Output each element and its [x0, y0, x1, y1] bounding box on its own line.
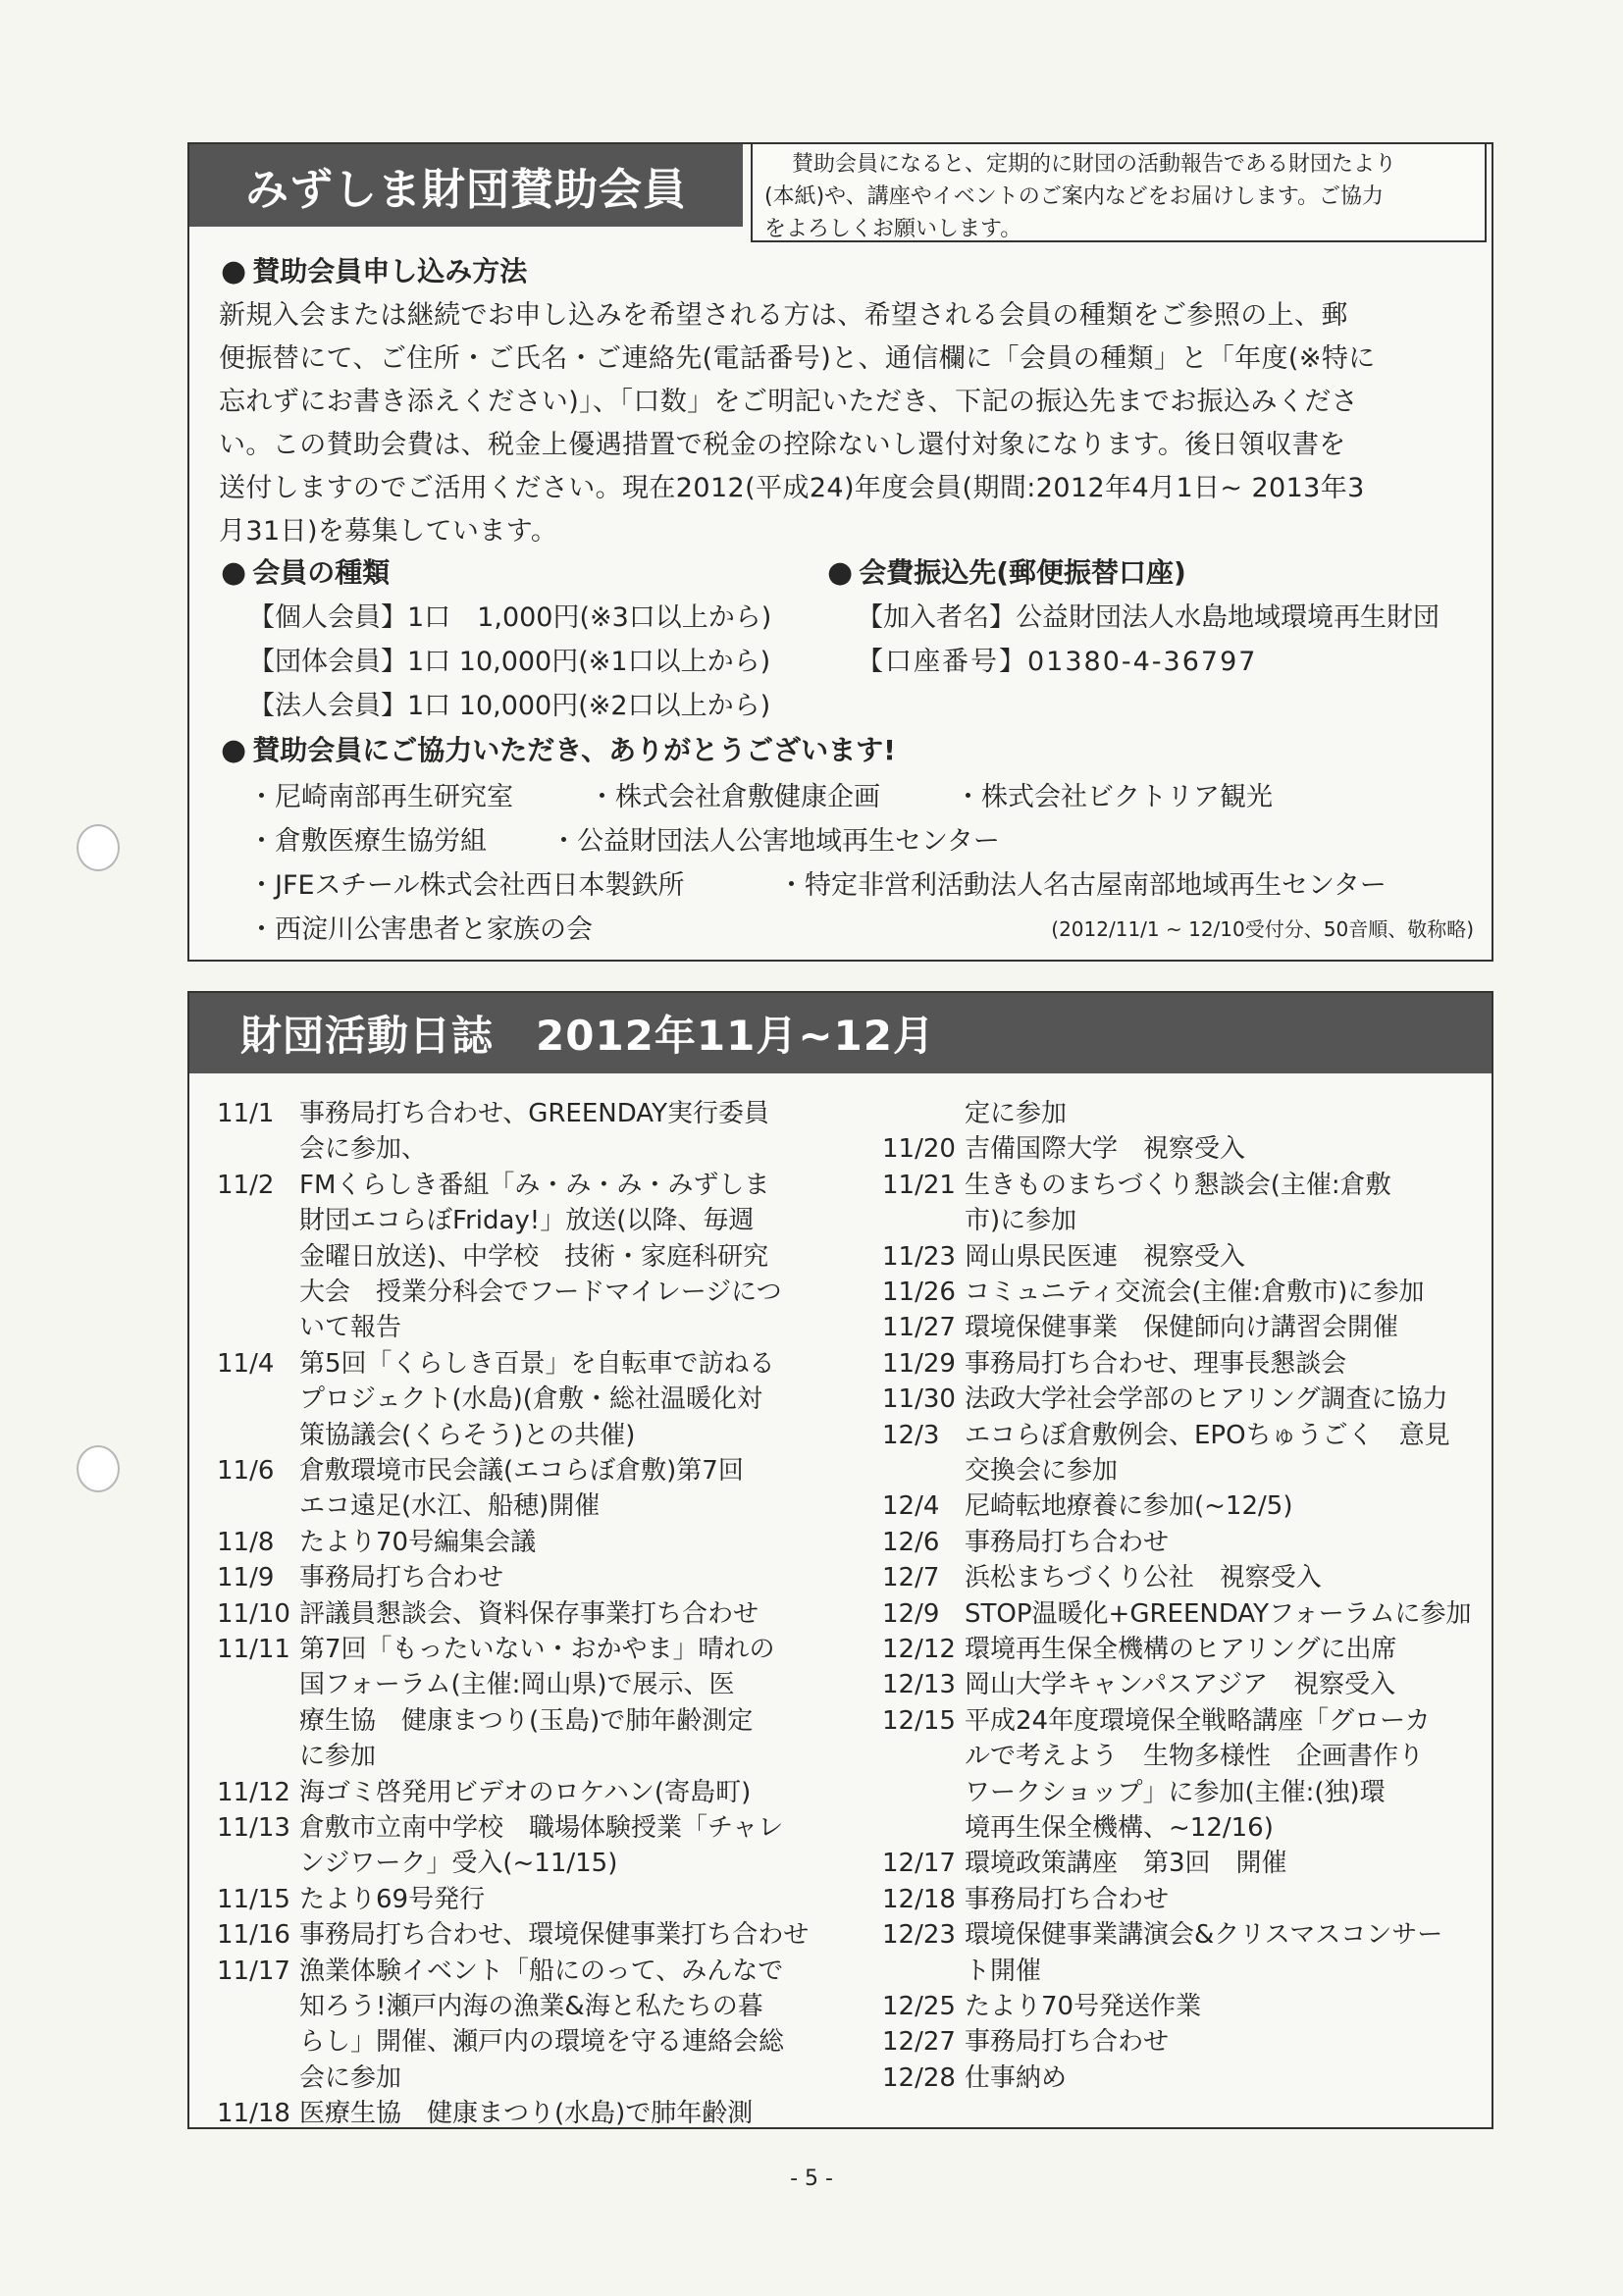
diary-section — [187, 991, 1493, 2129]
diary-date: 12/4 — [882, 1491, 940, 1522]
diary-text: 岡山県民医連 視察受入 — [965, 1241, 1246, 1272]
diary-text: 事務局打ち合わせ — [965, 1884, 1170, 1914]
binder-hole-bottom — [77, 1445, 120, 1492]
diary-text: 海ゴミ啓発用ビデオのロケハン(寄島町) — [299, 1777, 752, 1807]
sponsor-item: ・株式会社倉敷健康企画 — [589, 782, 880, 812]
diary-date: 11/12 — [217, 1777, 290, 1807]
diary-text: プロジェクト(水島)(倉敷・総社温暖化対 — [299, 1384, 762, 1415]
diary-text: 吉備国際大学 視察受入 — [965, 1134, 1246, 1165]
diary-text: たより69号発行 — [299, 1884, 486, 1914]
sponsor-item: ・尼崎南部再生研究室 — [248, 782, 513, 812]
diary-text: コミュニティ交流会(主催:倉敷市)に参加 — [965, 1278, 1425, 1307]
diary-date: 11/1 — [217, 1099, 275, 1128]
diary-text: 倉敷市立南中学校 職場体験授業「チャレ — [299, 1813, 784, 1843]
diary-date: 11/27 — [882, 1313, 956, 1343]
diary-text: 環境保健事業講演会&クリスマスコンサー — [965, 1920, 1443, 1951]
diary-date: 11/10 — [217, 1598, 290, 1629]
diary-text: 定に参加 — [965, 1099, 1068, 1128]
diary-text: 評議員懇談会、資料保存事業打ち合わせ — [299, 1598, 759, 1629]
diary-date: 11/17 — [217, 1956, 290, 1986]
page-number: - 5 - — [790, 2166, 833, 2191]
diary-text: 事務局打ち合わせ、環境保健事業打ち合わせ — [299, 1920, 810, 1951]
sponsor-note: (2012/11/1 ~ 12/10受付分、50音順、敬称略) — [1051, 917, 1474, 941]
diary-date: 12/17 — [882, 1849, 956, 1879]
diary-text: ワークショップ」に参加(主催:(独)環 — [965, 1777, 1386, 1807]
diary-text: 環境政策講座 第3回 開催 — [965, 1849, 1287, 1879]
intro-line: (本紙)や、講座やイベントのご案内などをお届けします。ご協力 — [764, 184, 1384, 209]
sponsor-section-title: みずしま財団賛助会員 — [189, 144, 743, 227]
sponsor-item: ・倉敷医療生協労組 — [248, 826, 487, 857]
diary-text: ンジワーク」受入(~11/15) — [299, 1849, 618, 1879]
sponsor-item: ・株式会社ビクトリア観光 — [955, 782, 1273, 812]
member-type: 【団体会員】1口 10,000円(※1口以上から) — [248, 647, 771, 677]
sponsor-intro — [751, 144, 1487, 242]
diary-text: 国フォーラム(主催:岡山県)で展示、医 — [299, 1670, 735, 1700]
diary-date: 12/6 — [882, 1527, 940, 1557]
diary-text: 交換会に参加 — [965, 1456, 1119, 1486]
transfer-account-name: 【加入者名】公益財団法人水島地域環境再生財団 — [857, 602, 1440, 633]
diary-date: 11/18 — [217, 2099, 290, 2129]
diary-text: 漁業体験イベント「船にのって、みんなで — [299, 1956, 784, 1986]
diary-section-title: 財団活動日誌 2012年11月~12月 — [189, 993, 1492, 1073]
diary-text: 会に参加、 — [299, 1134, 428, 1165]
sponsor-item: ・西淀川公害患者と家族の会 — [248, 914, 593, 945]
diary-date: 11/26 — [882, 1278, 956, 1307]
diary-text: エコらぼ倉敷例会、EPOちゅうごく 意見 — [965, 1420, 1450, 1450]
binder-hole-top — [77, 824, 120, 871]
diary-text: 市)に参加 — [965, 1206, 1077, 1236]
transfer-heading: ● 会費振込先(郵便振替口座) — [827, 555, 1186, 590]
intro-line: 賛助会員になると、定期的に財団の活動報告である財団たより — [792, 152, 1397, 177]
diary-date: 12/25 — [882, 1992, 956, 2021]
apply-line: 忘れずにお書き添えください)」、「口数」をご明記いただき、下記の振込先までお振込みくださ — [219, 387, 1359, 417]
diary-date: 11/4 — [217, 1348, 275, 1379]
diary-text: 第5回「くらしき百景」を自転車で訪ねる — [299, 1348, 775, 1379]
sponsor-section — [187, 142, 1493, 962]
bullet-dot-icon: ● — [221, 555, 247, 590]
diary-text: 策協議会(くらそう)との共催) — [299, 1420, 636, 1450]
diary-text: 生きものまちづくり懇談会(主催:倉敷 — [965, 1170, 1391, 1200]
diary-text: 環境保健事業 保健師向け講習会開催 — [965, 1313, 1399, 1343]
apply-line: 便振替にて、ご住所・ご氏名・ご連絡先(電話番号)と、通信欄に「会員の種類」と「年度(※特に — [219, 343, 1376, 374]
diary-text: 事務局打ち合わせ、GREENDAY実行委員 — [299, 1099, 769, 1128]
apply-line: い。この賛助会費は、税金上優遇措置で税金の控除ないし還付対象になります。後日領収書を — [219, 430, 1346, 460]
diary-text: 療生協 健康まつり(玉島)で肺年齢測定 — [299, 1705, 754, 1736]
diary-date: 11/13 — [217, 1813, 290, 1843]
sponsor-item: ・JFEスチール株式会社西日本製鉄所 — [248, 870, 685, 901]
diary-date: 11/20 — [882, 1134, 956, 1165]
diary-text: 事務局打ち合わせ — [299, 1563, 504, 1593]
diary-date: 12/28 — [882, 2062, 956, 2093]
diary-date: 11/21 — [882, 1170, 956, 1200]
sponsor-item: ・特定非営利活動法人名古屋南部地域再生センター — [778, 870, 1387, 901]
apply-heading: ● 賛助会員申し込み方法 — [221, 254, 528, 288]
apply-line: 新規入会または継続でお申し込みを希望される方は、希望される会員の種類をご参照の上、郵 — [219, 300, 1348, 331]
apply-line: 月31日)を募集しています。 — [219, 516, 558, 547]
diary-date: 12/15 — [882, 1705, 956, 1736]
diary-text: 財団エコらぼFriday!」放送(以降、毎週 — [299, 1206, 755, 1236]
sponsor-item: ・公益財団法人公害地域再生センター — [550, 826, 1000, 857]
bullet-dot-icon: ● — [221, 733, 247, 767]
diary-date: 12/23 — [882, 1920, 956, 1951]
diary-text: エコ遠足(水江、船穂)開催 — [299, 1491, 601, 1522]
diary-text: らし」開催、瀬戸内の環境を守る連絡会総 — [299, 2027, 785, 2058]
diary-date: 11/9 — [217, 1563, 275, 1593]
diary-text: 事務局打ち合わせ — [965, 1527, 1170, 1557]
diary-date: 11/6 — [217, 1456, 275, 1486]
diary-text: 大会 授業分科会でフードマイレージにつ — [299, 1278, 782, 1307]
diary-text: FMくらしき番組「み・み・み・みずしま — [299, 1170, 770, 1200]
diary-text: いて報告 — [299, 1313, 402, 1343]
diary-date: 11/29 — [882, 1348, 956, 1379]
diary-date: 11/11 — [217, 1635, 290, 1664]
diary-text: 事務局打ち合わせ、理事長懇談会 — [965, 1348, 1347, 1379]
diary-date: 11/23 — [882, 1241, 956, 1272]
diary-date: 12/9 — [882, 1598, 940, 1629]
bullet-dot-icon: ● — [827, 555, 854, 590]
diary-date: 11/8 — [217, 1527, 275, 1557]
member-type: 【法人会員】1口 10,000円(※2口以上から) — [248, 691, 771, 721]
diary-date: 11/15 — [217, 1884, 290, 1914]
diary-text: に参加 — [299, 1742, 377, 1772]
bullet-dot-icon: ● — [221, 254, 247, 288]
diary-text: 仕事納め — [965, 2062, 1068, 2093]
diary-text: 浜松まちづくり公社 視察受入 — [965, 1563, 1322, 1593]
diary-text: 知ろう!瀬戸内海の漁業&海と私たちの暮 — [299, 1992, 763, 2021]
transfer-account-number: 【口座番号】01380-4-36797 — [857, 647, 1258, 677]
member-type: 【個人会員】1口 1,000円(※3口以上から) — [248, 602, 772, 633]
diary-text: 法政大学社会学部のヒアリング調査に協力 — [965, 1384, 1448, 1415]
apply-line: 送付しますのでご活用ください。現在2012(平成24)年度会員(期間:2012年4月1日~ 2013年3 — [219, 473, 1365, 503]
diary-text: たより70号発送作業 — [965, 1992, 1202, 2021]
thanks-heading: ● 賛助会員にご協力いただき、ありがとうございます! — [221, 733, 896, 767]
diary-text: 倉敷環境市民会議(エコらぼ倉敷)第7回 — [299, 1456, 744, 1486]
diary-text: STOP温暖化+GREENDAYフォーラムに参加 — [965, 1598, 1472, 1629]
types-heading: ● 会員の種類 — [221, 555, 391, 590]
diary-date: 12/13 — [882, 1670, 956, 1700]
diary-text: 金曜日放送)、中学校 技術・家庭科研究 — [299, 1241, 769, 1272]
intro-line: をよろしくお願いします。 — [764, 217, 1022, 241]
diary-text: 環境再生保全機構のヒアリングに出席 — [965, 1635, 1397, 1664]
diary-text: ルで考えよう 生物多様性 企画書作り — [965, 1742, 1425, 1772]
diary-text: 尼崎転地療養に参加(~12/5) — [965, 1491, 1293, 1522]
diary-date: 11/16 — [217, 1920, 290, 1951]
diary-date: 12/12 — [882, 1635, 956, 1664]
diary-text: 会に参加 — [299, 2062, 402, 2093]
diary-date: 11/2 — [217, 1170, 275, 1200]
diary-date: 12/27 — [882, 2027, 956, 2058]
diary-date: 12/18 — [882, 1884, 956, 1914]
diary-date: 12/3 — [882, 1420, 940, 1450]
diary-text: 第7回「もったいない・おかやま」晴れの — [299, 1635, 775, 1664]
diary-text: 岡山大学キャンパスアジア 視察受入 — [965, 1670, 1396, 1700]
diary-text: 事務局打ち合わせ — [965, 2027, 1170, 2058]
diary-text: 平成24年度環境保全戦略講座「グローカ — [965, 1705, 1431, 1736]
diary-text: 境再生保全機構、~12/16) — [965, 1813, 1274, 1843]
diary-text: たより70号編集会議 — [299, 1527, 537, 1557]
diary-date: 11/30 — [882, 1384, 956, 1415]
diary-date: 12/7 — [882, 1563, 940, 1593]
diary-text: 医療生協 健康まつり(水島)で肺年齢測 — [299, 2099, 754, 2129]
diary-text: ト開催 — [965, 1956, 1042, 1986]
